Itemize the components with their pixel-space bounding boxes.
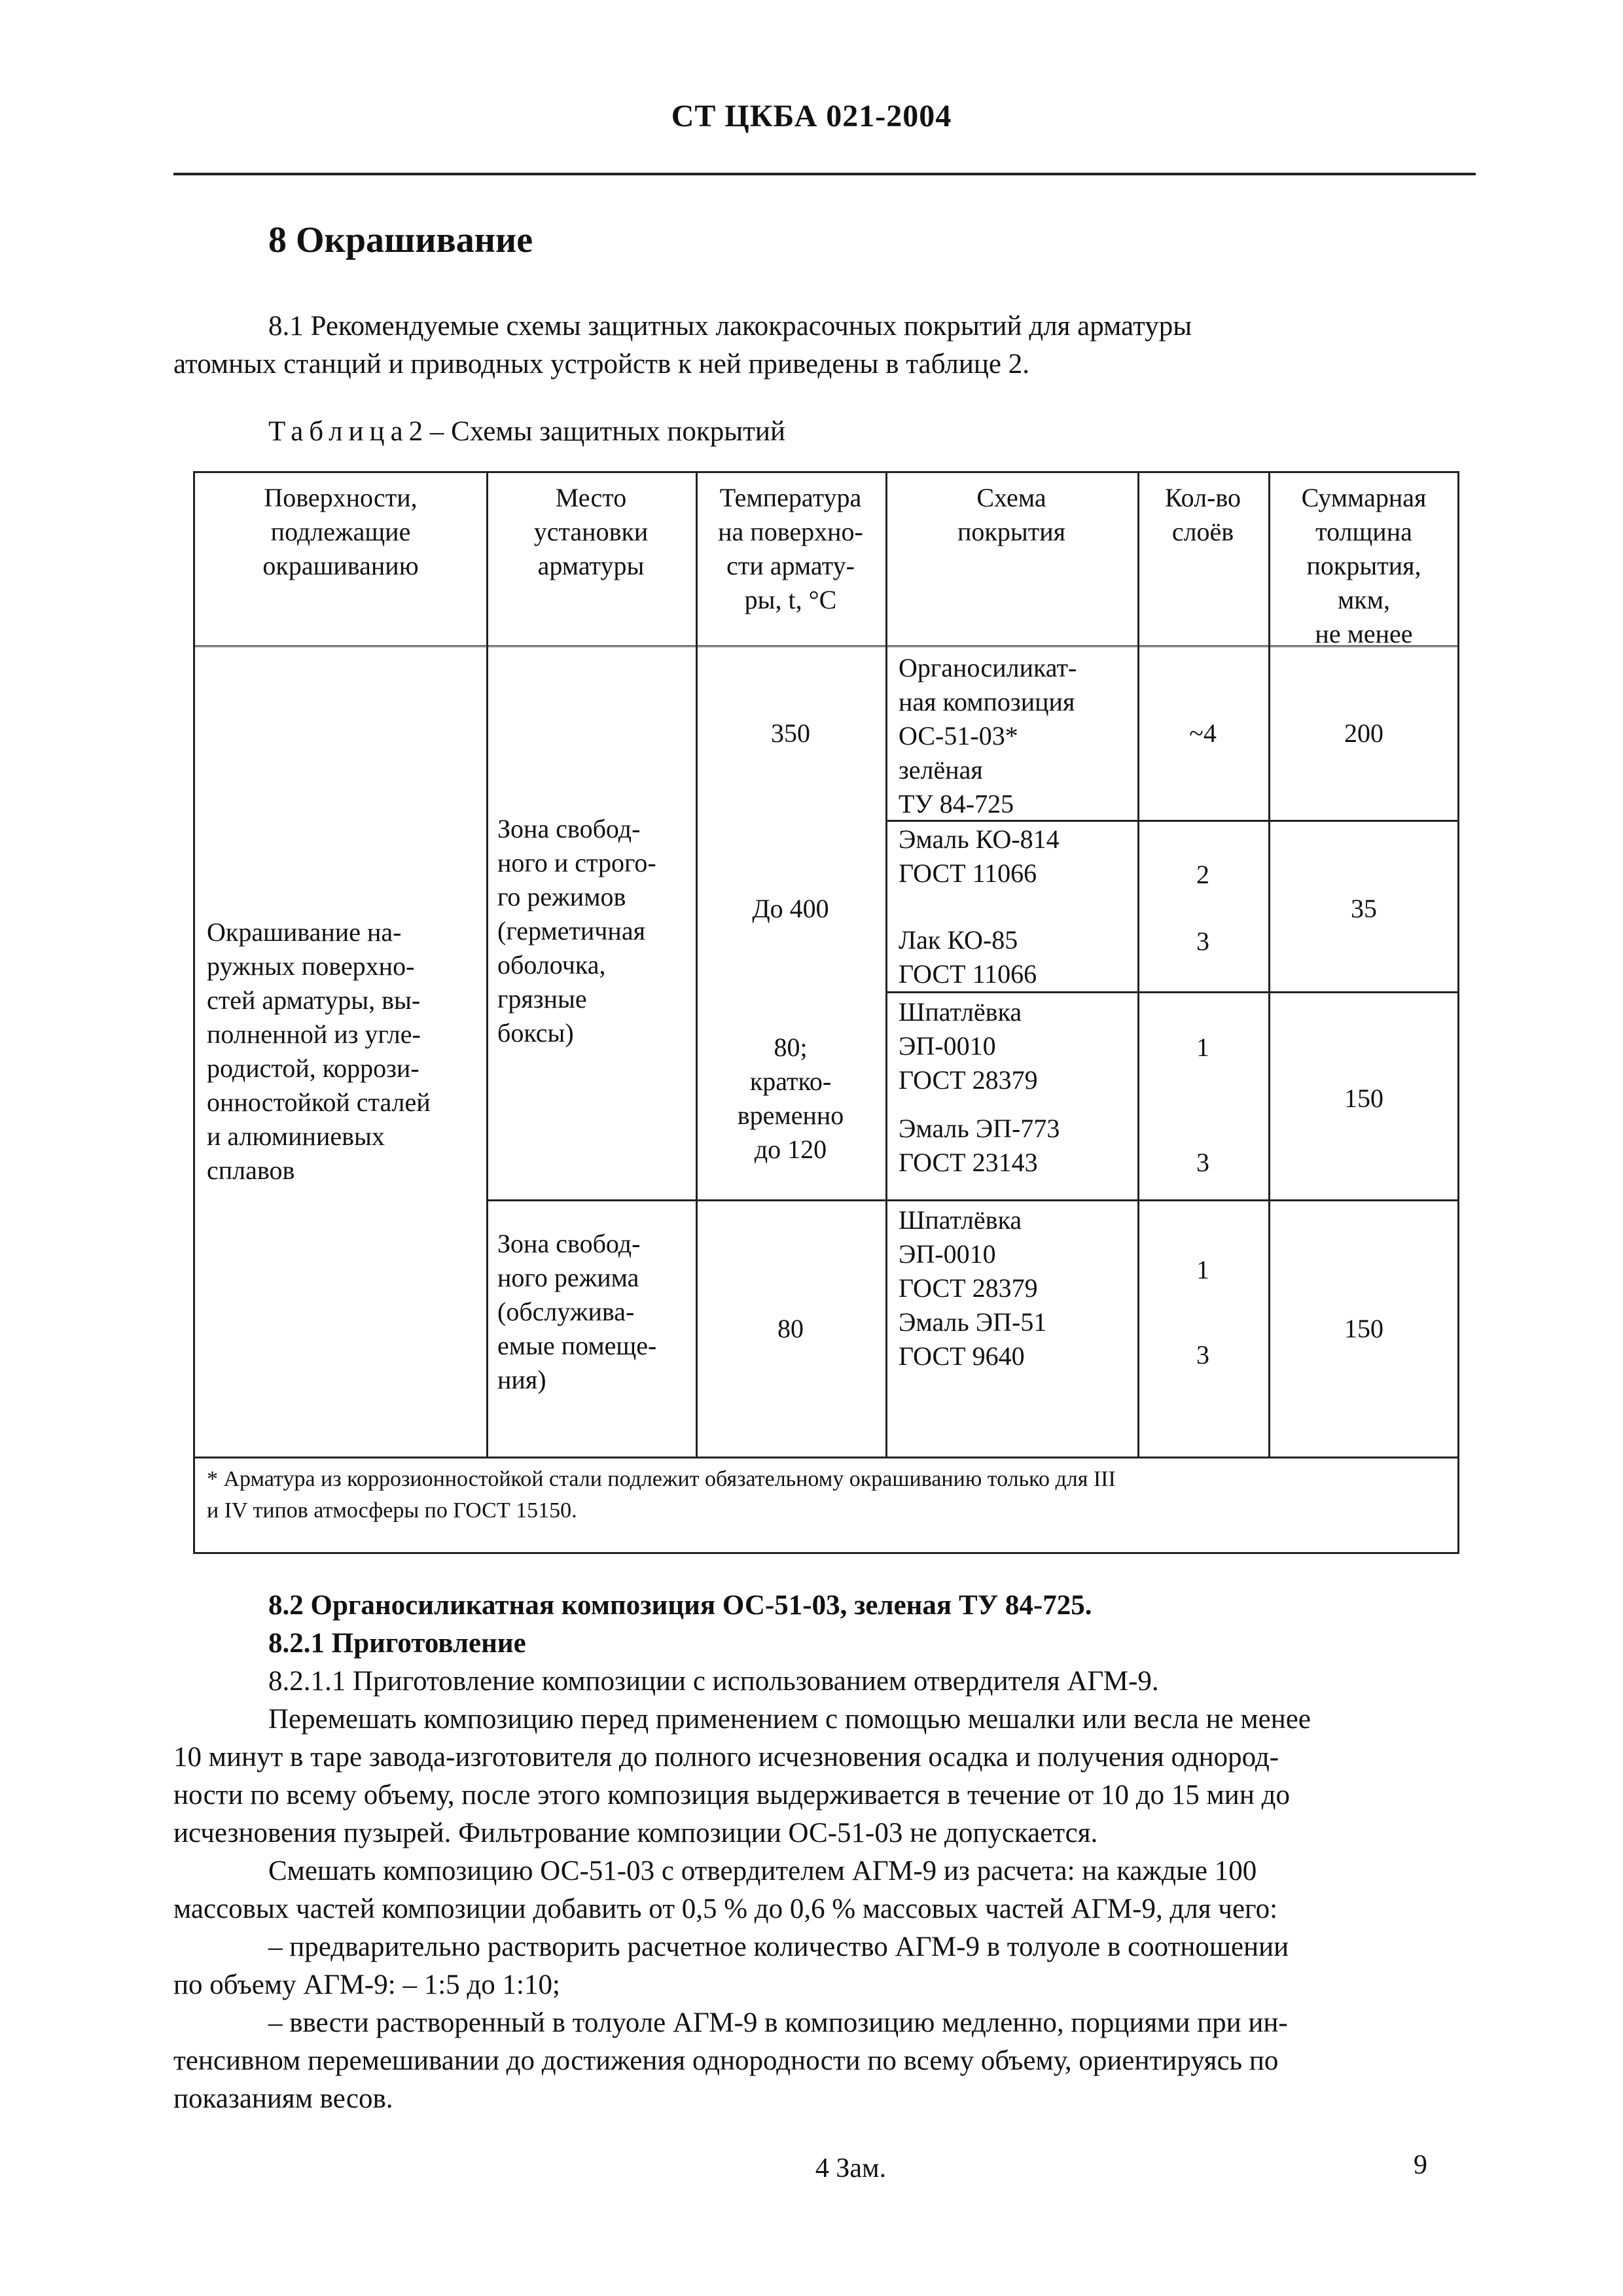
col-line: [696, 473, 698, 1457]
header-layers: Кол-во слоёв: [1164, 483, 1241, 546]
header-rule: [173, 173, 1476, 175]
header-scheme: Схема покрытия: [957, 483, 1065, 546]
zone-free-strict: Зона свобод- ного и строго- го режимов (герметичная оболочка, грязные боксы): [497, 814, 656, 1048]
row2-layers-b: 3: [1196, 927, 1209, 956]
row3-layers-a: 1: [1196, 1033, 1209, 1062]
row3-layers-b: 3: [1196, 1148, 1209, 1177]
page-number: 9: [1414, 2150, 1427, 2180]
row1-thickness: 200: [1344, 718, 1383, 748]
subsection-8-2-1-title: 8.2.1 Приготовление: [268, 1628, 526, 1659]
footnote-line: [195, 1457, 1459, 1458]
subsection-8-2-title: 8.2 Органосиликатная композиция ОС-51-03, зеленая ТУ 84-725.: [268, 1590, 1092, 1621]
col-line: [486, 473, 488, 1457]
change-note: 4 Зам.: [815, 2153, 887, 2183]
zone-free: Зона свобод- ного режима (обслужива- емые помеще- ния): [497, 1229, 657, 1394]
row1-temp: 350: [771, 718, 810, 748]
header-surfaces: Поверхности, подлежащие окрашиванию: [262, 483, 419, 580]
caption-text: 2 – Схемы защитных покрытий: [408, 416, 785, 447]
para-mix-line: Перемешать композицию перед применением с помощью мешалки или весла не менее: [268, 1704, 1311, 1735]
table-footnote: * Арматура из коррозионностойкой стали подлежит обязательному окрашиванию только для III и IV типов атмосферы по ГОСТ 15150.: [207, 1467, 1116, 1523]
para-mix-line: ности по всему объему, после этого композиция выдерживается в течение от 10 до 15 мин до: [173, 1780, 1290, 1810]
surface-description: Окрашивание на- ружных поверхно- стей арматуры, вы- полненной из угле- родистой, коррози- онностойкой сталей и алюминиевых сплавов: [207, 917, 431, 1185]
list-item-dissolve: – предварительно растворить расчетное количество АГМ-9 в толуоле в соотношении: [268, 1932, 1289, 1962]
header-thickness: Суммарная толщина покрытия, мкм, не менее: [1301, 483, 1427, 648]
row-line: [885, 991, 1459, 993]
row3-temp: 80; кратко- временно до 120: [737, 1033, 844, 1164]
caption-label: Таблица: [268, 416, 409, 447]
row3-thickness: 150: [1344, 1084, 1383, 1113]
para-combine-line: массовых частей композиции добавить от 0,5 % до 0,6 % массовых частей АГМ-9, для чего:: [173, 1894, 1278, 1924]
header-temperature: Температура на поверхно- сти армату- ры, t, °С: [718, 483, 863, 614]
row1-layers: ~4: [1189, 718, 1217, 748]
row4-scheme: Шпатлёвка ЭП-0010 ГОСТ 28379 Эмаль ЭП-51 ГОСТ 9640: [899, 1205, 1047, 1371]
row-line: [486, 1199, 1459, 1201]
para-8-2-1-1: 8.2.1.1 Приготовление композиции с использованием отвердителя АГМ-9.: [268, 1666, 1159, 1697]
row4-layers-a: 1: [1196, 1255, 1209, 1284]
col-line: [1137, 473, 1139, 1457]
row2-temp: До 400: [752, 894, 829, 923]
list-item-introduce: – ввести растворенный в толуоле АГМ-9 в композицию медленно, порциями при ин-: [268, 2007, 1288, 2038]
list-item-dissolve: по объему АГМ-9: – 1:5 до 1:10;: [173, 1969, 560, 2000]
para-mix-line: исчезновения пузырей. Фильтрование композиции ОС-51-03 не допускается.: [173, 1818, 1098, 1848]
row4-layers-b: 3: [1196, 1340, 1209, 1369]
intro-line-1: 8.1 Рекомендуемые схемы защитных лакокрасочных покрытий для арматуры: [268, 311, 1192, 342]
row4-temp: 80: [777, 1314, 804, 1343]
document-code: СТ ЦКБА 021-2004: [671, 99, 952, 133]
row3-scheme-a: Шпатлёвка ЭП-0010 ГОСТ 28379: [899, 997, 1038, 1095]
section-title: 8 Окрашивание: [268, 220, 533, 260]
list-item-introduce: тенсивном перемешивании до достижения однородности по всему объему, ориентируясь по: [173, 2045, 1279, 2076]
row2-scheme-b: Лак КО-85 ГОСТ 11066: [899, 925, 1037, 989]
row4-thickness: 150: [1344, 1314, 1383, 1343]
row2-scheme-a: Эмаль КО-814 ГОСТ 11066: [899, 824, 1060, 888]
row1-scheme: Органосиликат- ная композиция ОС-51-03* зелёная ТУ 84-725: [899, 653, 1077, 819]
row2-thickness: 35: [1351, 894, 1377, 923]
col-line: [885, 473, 887, 1457]
para-combine-line: Смешать композицию ОС-51-03 с отвердителем АГМ-9 из расчета: на каждые 100: [268, 1856, 1257, 1886]
header-location: Место установки арматуры: [533, 483, 649, 580]
para-mix-line: 10 минут в таре завода-изготовителя до полного исчезновения осадка и получения однород-: [173, 1742, 1279, 1773]
table-caption: [268, 415, 785, 448]
coating-schemes-table: [193, 471, 1459, 1554]
row3-scheme-b: Эмаль ЭП-773 ГОСТ 23143: [899, 1114, 1060, 1177]
row2-layers-a: 2: [1196, 860, 1209, 889]
list-item-introduce: показаниям весов.: [173, 2083, 393, 2114]
intro-line-2: атомных станций и приводных устройств к ней приведены в таблице 2.: [173, 349, 1029, 380]
